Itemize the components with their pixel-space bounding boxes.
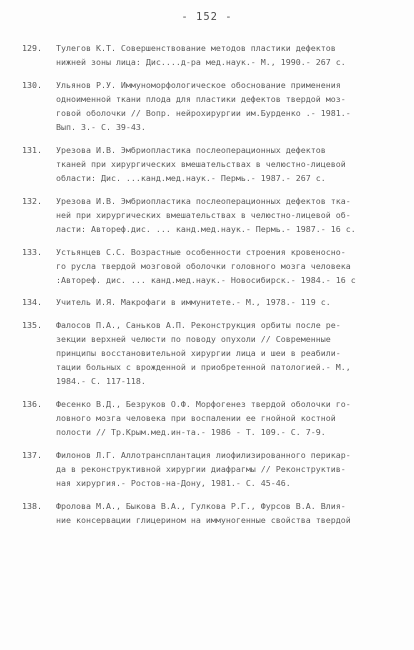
entry-line: ласти: Автореф.дис. ... канд.мед.наук.- Пермь.- 1987.- 16 с. <box>56 223 356 234</box>
bibliography-entry <box>22 78 406 134</box>
entry-text <box>56 295 406 309</box>
entry-line: 1984.- С. 117-118. <box>56 376 146 387</box>
bibliography-entry <box>22 41 406 69</box>
entry-text <box>56 143 406 185</box>
entry-number: 136. <box>22 399 42 410</box>
entry-line: зекции верхней челюсти по поводу опухоли // Современные <box>56 334 331 345</box>
page-number: - 152 - <box>181 11 233 23</box>
entry-number: 132. <box>22 195 42 206</box>
entry-line: Учитель И.Я. Макрофаги в иммунитете.- М., 1978.- 119 с. <box>56 297 331 308</box>
entry-text <box>56 245 406 287</box>
entry-line: да в реконструктивной хирургии диафрагмы // Реконструктив- <box>56 464 346 475</box>
entry-line: тканей при хирургических вмешательствах в челюстно-лицевой <box>56 158 346 169</box>
entry-line: ловного мозга человека при воспалении ее гнойной костной <box>56 413 336 424</box>
bibliography-entry <box>22 245 406 287</box>
bibliography-list <box>22 41 406 536</box>
entry-line: области: Дис. ...канд.мед.наук.- Пермь.- 1987.- 267 с. <box>56 172 326 183</box>
entry-text <box>56 448 406 490</box>
entry-line: Ульянов Р.У. Иммуноморфологическое обоснование применения <box>56 79 341 90</box>
entry-line: принципы восстановительной хирургии лица и шеи в реабили- <box>56 348 341 359</box>
bibliography-entry <box>22 397 406 439</box>
entry-number: 131. <box>22 144 42 155</box>
entry-line: ная хирургия.- Ростов-на-Дону, 1981.- С. 45-46. <box>56 478 291 489</box>
entry-line: ние консервации глицерином на иммуногенные свойства твердой <box>56 514 351 525</box>
entry-number: 130. <box>22 79 42 90</box>
entry-text <box>56 499 406 527</box>
entry-line: Урезова И.В. Эмбриопластика послеоперационных дефектов тка- <box>56 195 351 206</box>
entry-number: 129. <box>22 43 42 53</box>
entry-text <box>56 41 406 69</box>
bibliography-entry <box>22 448 406 490</box>
entry-number: 138. <box>22 500 42 511</box>
bibliography-entry <box>22 143 406 185</box>
entry-number: 135. <box>22 320 42 331</box>
entry-text <box>56 397 406 439</box>
bibliography-entry <box>22 295 406 309</box>
entry-line: Урезова И.В. Эмбриопластика послеоперационных дефектов <box>56 144 326 155</box>
bibliography-entry <box>22 499 406 527</box>
bibliography-entry <box>22 194 406 236</box>
entry-line: тации больных с врожденной и приобретенной патологией.- М., <box>56 362 351 373</box>
entry-line: нижней зоны лица: Дис....д-ра мед.наук.- М., 1990.- 267 с. <box>56 57 346 68</box>
bibliography-entry <box>22 318 406 388</box>
entry-line: Филонов Л.Г. Аллотрансплантация лиофилизированного перикар- <box>56 450 351 460</box>
entry-text <box>56 318 406 388</box>
entry-line: Фролова М.А., Быкова В.А., Гулкова Р.Г., Фурсов В.А. Влия- <box>56 500 346 511</box>
entry-line: одноименной ткани плода для пластики дефектов твердой моз- <box>56 93 346 104</box>
entry-line: Фалосов П.А., Саньков А.П. Реконструкция орбиты после ре- <box>56 320 341 331</box>
entry-line: ней при хирургических вмешательствах в челюстно-лицевой об- <box>56 209 351 220</box>
entry-number: 137. <box>22 450 42 460</box>
entry-line: полости // Тр.Крым.мед.ин-та.- 1986 - Т. 109.- С. 7-9. <box>56 427 326 438</box>
entry-text <box>56 78 406 134</box>
entry-number: 133. <box>22 246 42 257</box>
entry-line: :Автореф. дис. ... канд.мед.наук.- Новосибирск.- 1984.- 16 с <box>56 274 356 285</box>
entry-line: го русла твердой мозговой оболочки головного мозга человека <box>56 260 351 271</box>
entry-line: Фесенко В.Д., Безруков О.Ф. Морфогенез твердой оболочки го- <box>56 399 351 410</box>
entry-line: Тулегов К.Т. Совершенствование методов пластики дефектов <box>56 43 336 53</box>
entry-line: Устьянцев С.С. Возрастные особенности строения кровеносно- <box>56 246 346 257</box>
entry-number: 134. <box>22 297 42 308</box>
entry-text <box>56 194 406 236</box>
entry-line: говой оболочки // Вопр. нейрохирургии им.Бурденко .- 1981.- <box>56 107 351 118</box>
entry-line: Вып. 3.- С. 39-43. <box>56 122 146 133</box>
